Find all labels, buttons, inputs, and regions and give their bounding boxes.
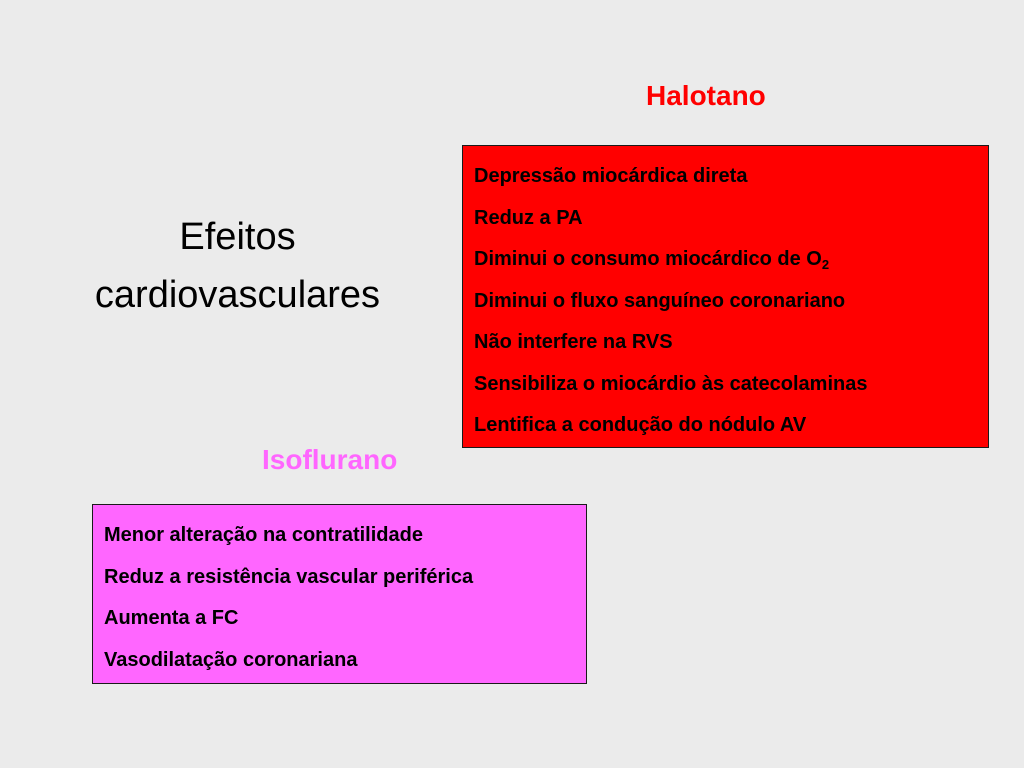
halotano-item: Depressão miocárdica direta: [474, 165, 748, 187]
halotano-item: Lentifica a condução do nódulo AV: [474, 414, 807, 436]
slide-title: [40, 208, 435, 324]
halotano-item-text: Diminui o consumo miocárdico de O: [474, 248, 822, 270]
halotano-effects-box: [462, 145, 989, 448]
halotano-item: Sensibiliza o miocárdio às catecolaminas: [474, 372, 868, 395]
isoflurano-item: Reduz a resistência vascular periférica: [104, 565, 474, 588]
isoflurano-item: Menor alteração na contratilidade: [104, 524, 423, 546]
halotano-item: Diminui o fluxo sanguíneo coronariano: [474, 289, 846, 312]
halotano-item: Não interfere na RVS: [474, 331, 673, 353]
isoflurano-item: Aumenta a FC: [104, 607, 239, 629]
halotano-item: Reduz a PA: [474, 206, 583, 229]
isoflurano-effects-box: [92, 504, 587, 684]
isoflurano-item: Vasodilatação coronariana: [104, 648, 358, 671]
halotano-label: Halotano: [646, 80, 766, 111]
halotano-item: [474, 239, 988, 281]
title-line-1: Efeitos: [179, 216, 296, 258]
isoflurano-label: Isoflurano: [262, 444, 398, 475]
o2-subscript: 2: [821, 257, 830, 272]
title-line-2: cardiovasculares: [94, 274, 381, 316]
